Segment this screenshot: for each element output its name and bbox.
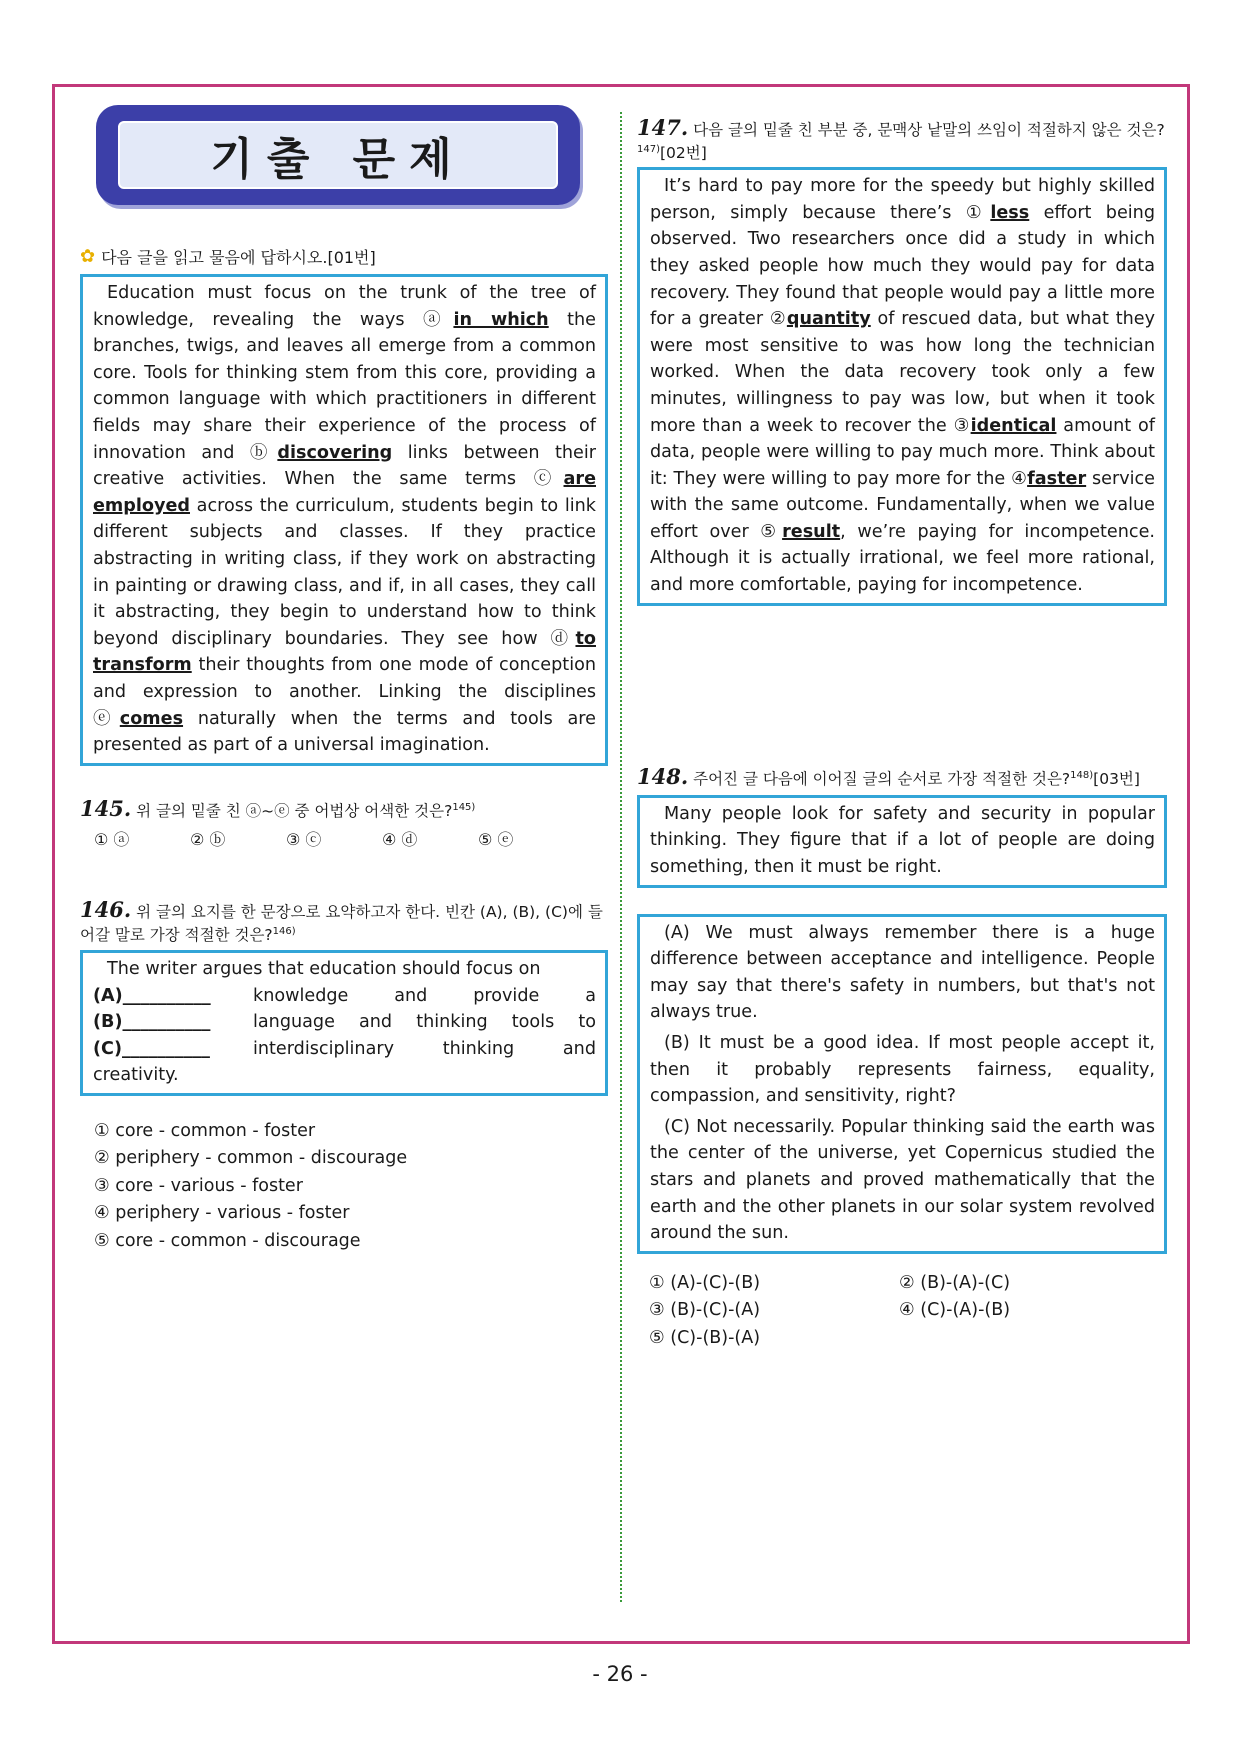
question-number: 148. xyxy=(637,763,689,789)
underline-4: faster xyxy=(1027,468,1087,489)
option-3[interactable]: ③ core - various - foster xyxy=(94,1175,303,1196)
flower-icon: ✿ xyxy=(80,246,96,267)
option-2[interactable]: ② ⓑ xyxy=(190,829,226,849)
title-banner xyxy=(96,105,580,205)
option-1[interactable]: ① core - common - foster xyxy=(94,1120,316,1141)
option-2[interactable]: ② (B)-(A)-(C) xyxy=(899,1272,1011,1293)
question-147 xyxy=(637,115,1167,606)
option-1[interactable]: ① (A)-(C)-(B) xyxy=(649,1272,761,1293)
question-148-options xyxy=(637,1270,1167,1353)
blank-c: (C)__________ xyxy=(93,1038,210,1059)
question-146-options xyxy=(80,1118,608,1256)
passage-1-text: Education must focus on the trunk of the tree of knowledge, revealing the ways ⓐin which the branches, twigs, and leaves all emerge from a common core. Tools for thinking stem from this core, providing a common language with which practitioners in different fields may share their experience of the process of innovation and ⓑdiscovering links between their creative activities. When the same terms ⓒare employed across the curriculum, students begin to link different subjects and classes. If they practice abstracting in writing class, if they work on abstracting in painting or drawing class, and if, in all cases, they call it abstracting, they begin to understand how to think beyond disciplinary boundaries. They see how ⓓto transform their thoughts from one mode of conception and expression to another. Linking the disciplines ⓔcomes naturally when the terms and tools are presented as part of a universal imagination. xyxy=(93,283,596,756)
option-2[interactable]: ② periphery - common - discourage xyxy=(94,1148,408,1169)
underline-5: result xyxy=(782,521,841,542)
given-text: Many people look for safety and security in popular thinking. They figure that if a lot of people are doing something, then it must be right. xyxy=(650,803,1155,877)
page-number: - 26 - xyxy=(592,1662,648,1686)
option-3[interactable]: ③ ⓒ xyxy=(286,829,322,849)
option-5[interactable]: ⑤ ⓔ xyxy=(478,829,514,849)
blank-b: (B)__________ xyxy=(93,1012,211,1033)
blank-a: (A)__________ xyxy=(93,985,211,1006)
question-145-options xyxy=(80,827,608,850)
passage-147 xyxy=(637,167,1167,606)
summary-lead: The writer argues that education should focus on xyxy=(107,959,541,979)
question-number: 146. xyxy=(80,896,132,922)
underline-a: in which xyxy=(453,309,549,330)
underline-2: quantity xyxy=(786,309,871,330)
option-5[interactable]: ⑤ core - common - discourage xyxy=(94,1230,361,1251)
question-146 xyxy=(80,896,608,1256)
question-number: 147. xyxy=(637,115,689,140)
option-4[interactable]: ④ ⓓ xyxy=(382,829,418,849)
option-5[interactable]: ⑤ (C)-(B)-(A) xyxy=(649,1327,761,1348)
question-145 xyxy=(80,795,608,850)
summary-end: creativity. xyxy=(93,1065,179,1086)
passage-1 xyxy=(80,274,608,766)
question-147-header: 147. 다음 글의 밑줄 친 부분 중, 문맥상 낱말의 쓰임이 적절하지 않은 것은?$^{147)}$[02번] xyxy=(637,115,1165,163)
underline-d: to transform xyxy=(93,628,596,676)
underline-e: comes xyxy=(119,708,184,729)
page-title: 기출 문제 xyxy=(210,134,466,185)
given-passage xyxy=(637,795,1167,888)
summary-box: The writer argues that education should focus on (A)__________ knowledge and provide a (B)__________ language and thinking tools to (C)__________ interdisciplinary thinking and creativity. xyxy=(80,950,608,1096)
option-1[interactable]: ① ⓐ xyxy=(94,829,130,849)
instruction xyxy=(80,245,608,268)
ordering-passage xyxy=(637,914,1167,1254)
underline-c: are employed xyxy=(93,469,596,516)
question-146-header: 146. 위 글의 요지를 한 문장으로 요약하고자 한다. 빈칸 (A), (B), (C)에 들어갈 말로 가장 적절한 것은?$^{146)}$ xyxy=(80,896,603,944)
left-column xyxy=(80,105,608,1255)
underline-3: identical xyxy=(970,415,1057,436)
paragraph-c: (C) Not necessarily. Popular thinking said the earth was the center of the universe, yet Copernicus studied the stars and planets and proved mathematically that the earth and the other planets in our solar system revolved around the sun. xyxy=(650,1116,1155,1244)
underline-1: less xyxy=(990,202,1030,223)
question-148-header: 148. 주어진 글 다음에 이어질 글의 순서로 가장 적절한 것은?$^{148)}$[03번] xyxy=(637,763,1140,789)
right-column xyxy=(637,115,1167,1352)
question-number: 145. xyxy=(80,795,132,821)
paragraph-b: (B) It must be a good idea. If most people accept it, then it probably represents fairness, equality, compassion, and sensitivity, right? xyxy=(650,1032,1155,1107)
passage-147-text: It’s hard to pay more for the speedy but highly skilled person, simply because there’s ①less effort being observed. Two researchers once did a study in which they asked people how much they would pay for data recovery. They found that people would pay a little more for a greater ②quantity of rescued data, but what they were most sensitive to was how long the technician worked. When the data recovery took only a few minutes, willingness to pay was low, but when it took more than a week to recover the ③identical amount of data, people were willing to pay much more. Think about it: They were willing to pay more for the ④faster service with the same outcome. Fundamentally, when we value effort over ⑤result, we’re paying for incompetence. Although it is actually irrational, we feel more rational, and more comfortable, paying for incompetence. xyxy=(650,176,1155,596)
underline-b: discovering xyxy=(277,442,393,463)
option-4[interactable]: ④ (C)-(A)-(B) xyxy=(899,1300,1011,1321)
column-divider xyxy=(620,112,622,1602)
instruction-text: 다음 글을 읽고 물음에 답하시오.[01번] xyxy=(101,248,376,267)
question-145-header: 145. 위 글의 밑줄 친 ⓐ~ⓔ 중 어법상 어색한 것은?$^{145)}$ xyxy=(80,795,476,821)
option-4[interactable]: ④ periphery - various - foster xyxy=(94,1203,350,1224)
paragraph-a: (A) We must always remember there is a huge difference between acceptance and intelligence. People may say that there's safety in numbers, but that's not always true. xyxy=(650,922,1155,1023)
option-3[interactable]: ③ (B)-(C)-(A) xyxy=(649,1300,761,1321)
question-148 xyxy=(637,763,1167,1353)
